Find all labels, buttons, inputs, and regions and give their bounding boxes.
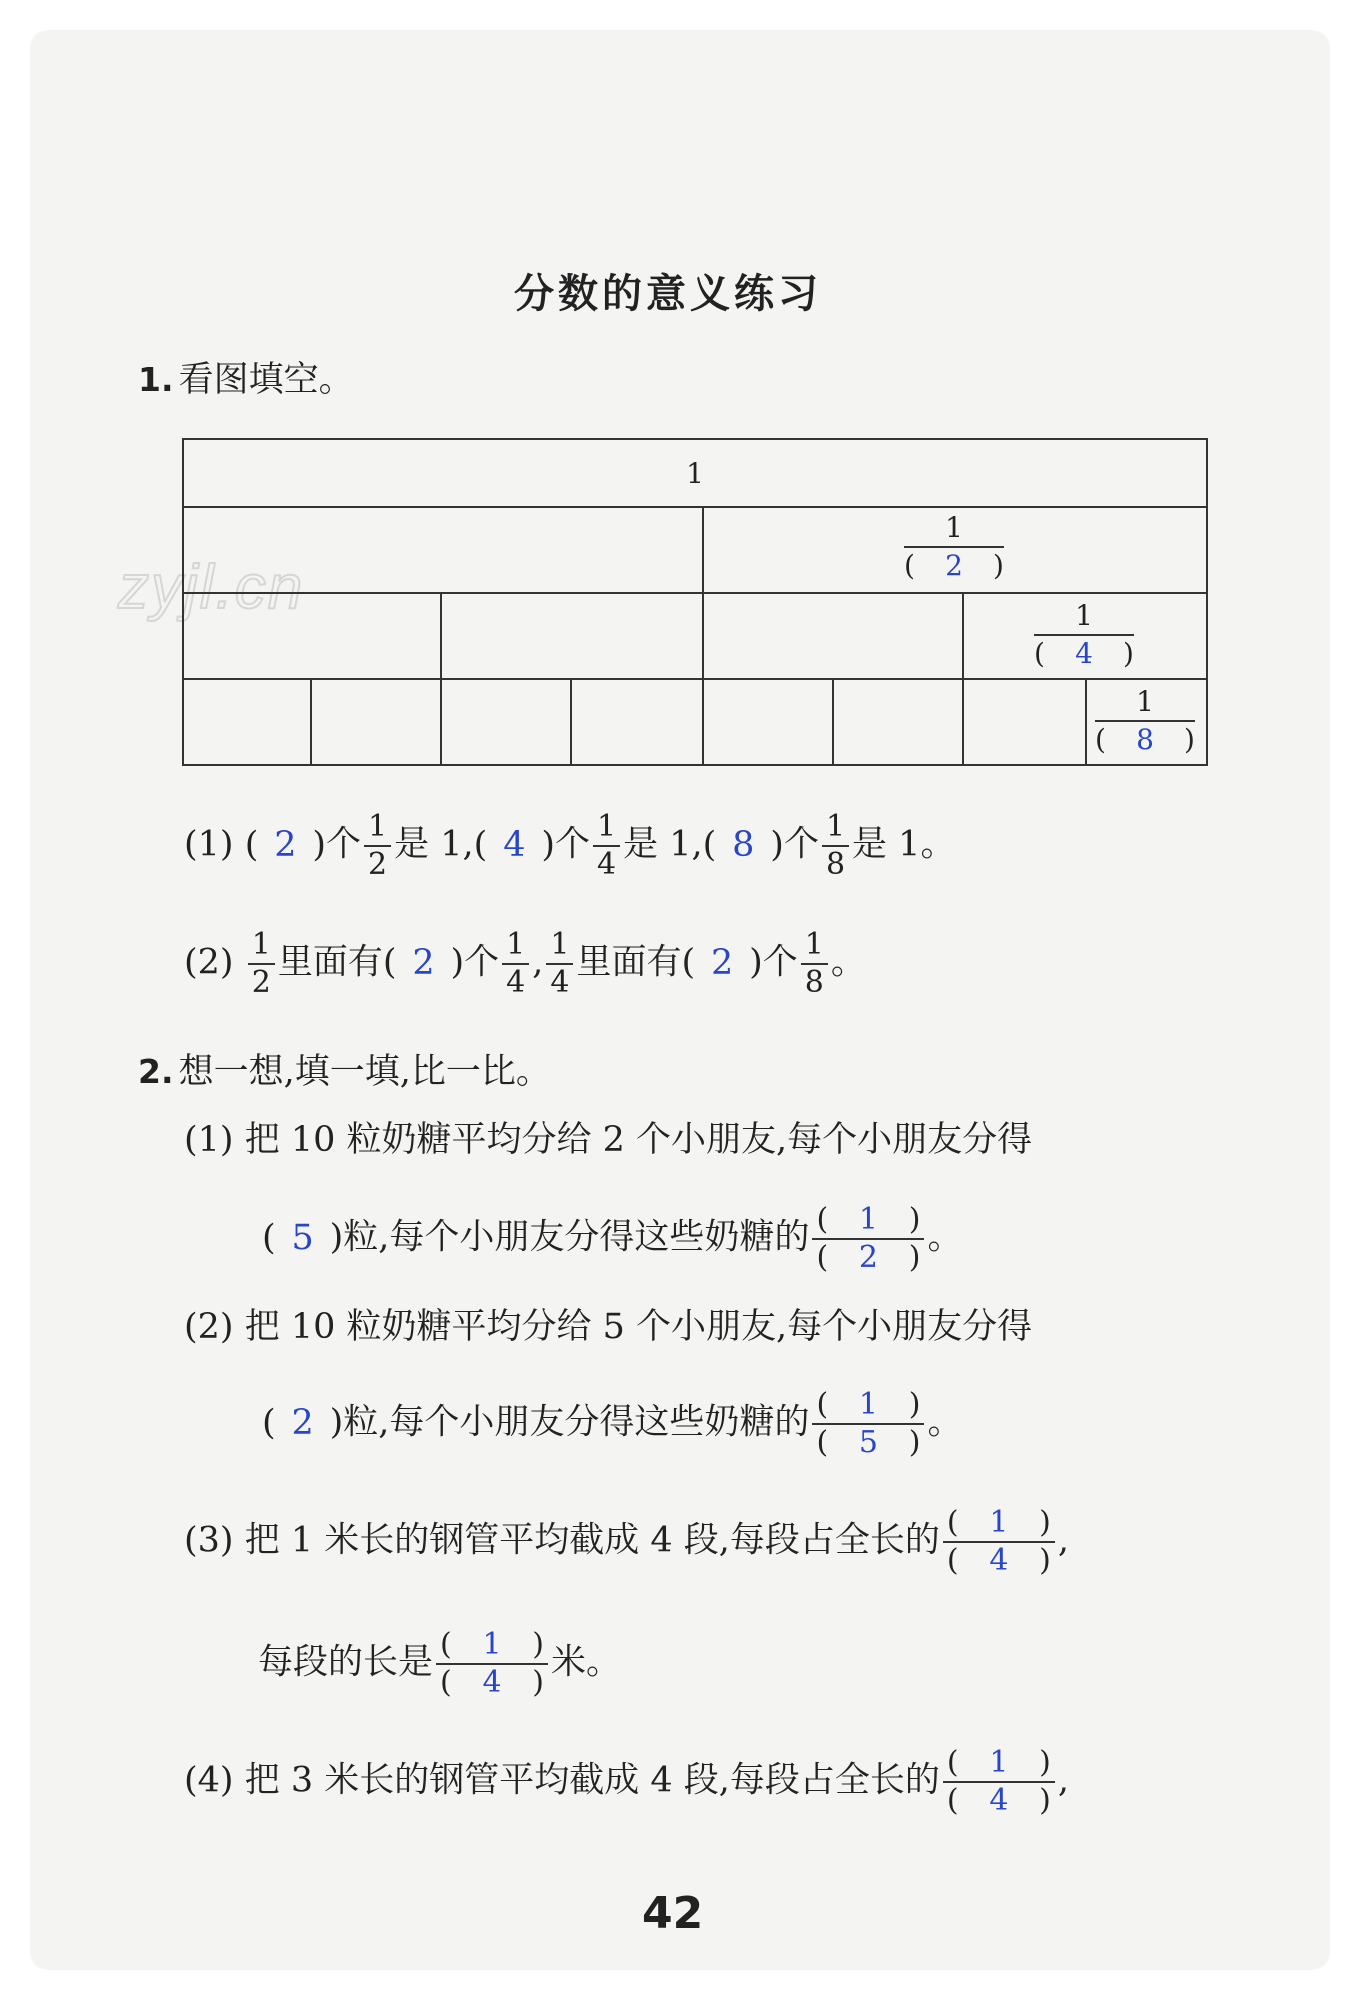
fraction: $\frac{1}{8}$ [822, 812, 849, 880]
text: 把 10 粒奶糖平均分给 5 个小朋友,每个小朋友分得 [244, 1307, 1033, 1347]
q1-part1: (1) ( 2 )个 $\frac{1}{2}$ 是 1,( 4 )个 $\frac{1}{4}$ 是 1,( 8 )个 $\frac{1}{8}$ 是 1。 [184, 809, 956, 882]
text: )粒,每个小朋友分得这些奶糖的 [329, 1402, 810, 1443]
part-label: (1) [184, 1120, 234, 1160]
part-label: (1) [184, 824, 234, 865]
text: 个 [554, 824, 590, 865]
text: 里面有( [576, 942, 696, 983]
text: 米。 [551, 1642, 622, 1683]
text: 把 1 米长的钢管平均截成 4 段,每段占全长的 [244, 1520, 940, 1561]
quarter-denominator-answer: 4 [1075, 637, 1093, 670]
answer-blank: 4 [503, 824, 526, 865]
half-bar-left [183, 507, 703, 593]
eighth-denominator-answer: 8 [1136, 723, 1154, 756]
quarter-bar-1 [183, 593, 441, 679]
text: 。 [927, 1402, 963, 1443]
text: )个 [450, 942, 500, 983]
part-label: (2) [184, 1307, 234, 1347]
half-denominator-answer: 2 [945, 549, 963, 582]
q2-part1-line2: ( 5 )粒,每个小朋友分得这些奶糖的 ( 1 ) ( 2 ) 。 [262, 1202, 963, 1275]
question-text: 看图填空。 [178, 360, 354, 400]
text: 把 10 粒奶糖平均分给 2 个小朋友,每个小朋友分得 [244, 1120, 1033, 1160]
text: 是 1。 [852, 824, 956, 865]
page-number: 42 [642, 1888, 704, 1939]
q2-part1-line1 [184, 1118, 1032, 1162]
whole-label: 1 [686, 456, 704, 490]
question-text: 想一想,填一填,比一比。 [178, 1052, 551, 1092]
fraction: $\frac{1}{2}$ [364, 812, 391, 880]
quarter-bar-2 [441, 593, 703, 679]
answer-blank: 2 [412, 942, 435, 983]
fraction-answer: ( 1 ) ( 4 ) [943, 1748, 1055, 1816]
q2-part2-line2: ( 2 )粒,每个小朋友分得这些奶糖的 ( 1 ) ( 5 ) 。 [262, 1387, 963, 1460]
text: )个 [749, 942, 798, 983]
fraction-bar-diagram [182, 438, 1208, 766]
text: 是 1, [623, 824, 703, 865]
eighth-bar [963, 679, 1086, 765]
text: 是 1, [394, 824, 474, 865]
eighth-bar [441, 679, 571, 765]
answer-blank: 5 [291, 1217, 314, 1258]
text: , [1057, 1760, 1070, 1801]
part-label: (3) [184, 1520, 234, 1561]
quarter-bar-4 [963, 593, 1207, 679]
fraction: $\frac{1}{4}$ [546, 930, 573, 998]
question-number: 1. [138, 360, 174, 399]
question-1-heading [138, 358, 354, 402]
eighth-bar [571, 679, 703, 765]
q1-part2 [184, 927, 866, 1000]
fraction-answer: ( 1 ) ( 5 ) [812, 1390, 924, 1458]
text: )粒,每个小朋友分得这些奶糖的 [329, 1217, 810, 1258]
text: 每段的长是 [258, 1642, 434, 1683]
text: 。 [927, 1217, 963, 1258]
text: 。 [830, 942, 866, 983]
whole-bar [183, 439, 1207, 507]
eighth-bar-last [1086, 679, 1207, 765]
answer-blank: 8 [732, 824, 755, 865]
fraction-answer: ( 1 ) ( 4 ) [436, 1630, 548, 1698]
watermark: zyjl.cn [118, 553, 305, 622]
quarter-fraction: 1 ( 4 ) [1034, 599, 1134, 670]
answer-blank: 2 [710, 942, 734, 983]
q2-part3-line2 [258, 1627, 622, 1700]
question-2-heading [138, 1050, 551, 1094]
answer-blank: 2 [274, 824, 297, 865]
fraction: $\frac{1}{4}$ [593, 812, 620, 880]
text: 个 [326, 824, 362, 865]
page-background [30, 30, 1330, 1970]
q2-part2-line1 [184, 1305, 1032, 1349]
page-title: 分数的意义练习 [514, 271, 822, 317]
quarter-bar-3 [703, 593, 963, 679]
part-label: (2) [184, 942, 234, 983]
fraction: $\frac{1}{2}$ [248, 930, 275, 998]
text: , [532, 942, 544, 983]
fraction-answer: ( 1 ) ( 4 ) [943, 1508, 1055, 1576]
eighth-bar [833, 679, 963, 765]
text: 把 3 米长的钢管平均截成 4 段,每段占全长的 [244, 1760, 940, 1801]
text: , [1057, 1520, 1070, 1561]
half-fraction: 1 ( 2 ) [904, 511, 1004, 582]
eighth-bar [311, 679, 441, 765]
answer-blank: 2 [291, 1402, 314, 1443]
question-number: 2. [138, 1052, 174, 1091]
fraction: $\frac{1}{4}$ [502, 930, 529, 998]
fraction: $\frac{1}{8}$ [801, 930, 828, 998]
eighth-numerator: 1 [1136, 685, 1154, 718]
text: 里面有( [277, 942, 397, 983]
half-bar-right [703, 507, 1207, 593]
eighth-bar [183, 679, 311, 765]
text: 个 [783, 824, 819, 865]
q2-part3-line1 [184, 1505, 1070, 1578]
eighth-bar [703, 679, 833, 765]
quarter-numerator: 1 [1075, 599, 1093, 632]
eighth-fraction: 1 ( 8 ) [1095, 685, 1195, 756]
half-numerator: 1 [945, 511, 963, 544]
fraction-answer: ( 1 ) ( 2 ) [812, 1205, 924, 1273]
q2-part4-line1 [184, 1745, 1070, 1818]
part-label: (4) [184, 1760, 234, 1801]
